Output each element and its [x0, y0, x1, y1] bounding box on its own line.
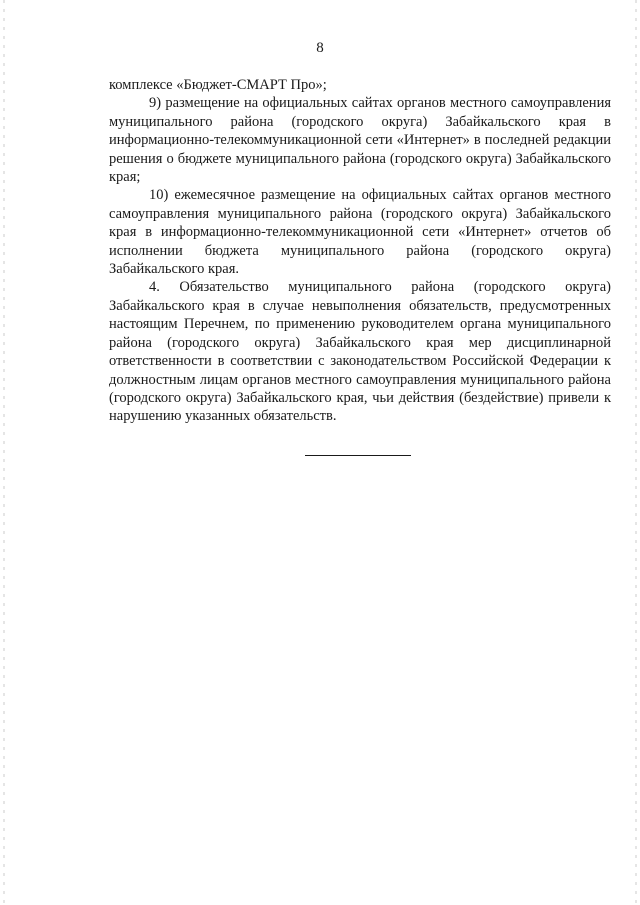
end-of-document-rule	[305, 455, 411, 456]
paragraph-section-4: 4. Обязательство муниципального района (городского округа) Забайкальского края в случае невыполнения обязательств, предусмотренных настоящим Перечнем, по применению руководителем органа муниципального района (городского округа) Забайкальского края мер дисциплинарной ответственности в соответствии с законодательством Российской Федерации к должностным лицам органов местного самоуправления муниципального района (городского округа) Забайкальского края, чьи действия (бездействие) привели к нарушению указанных обязательств.	[109, 279, 611, 425]
paragraph-continuation: комплексе «Бюджет-СМАРТ Про»;	[109, 77, 327, 93]
paragraph-item-9: 9) размещение на официальных сайтах органов местного самоуправления муниципального района (городского округа) Забайкальского края в информационно-телекоммуникационной сети «Интернет» в последней редакции решения о бюджете муниципального района (городского округа) Забайкальского края;	[109, 95, 611, 186]
page-number: 8	[316, 40, 324, 56]
scan-edge-right	[635, 0, 637, 905]
paragraph-item-10: 10) ежемесячное размещение на официальных сайтах органов местного самоуправления муниципального района (городского округа) Забайкальского края в информационно-телекоммуникационной сети «Интернет» отчетов об исполнении бюджета муниципального района (городского округа) Забайкальского края.	[109, 187, 611, 278]
body-text	[109, 76, 611, 426]
scan-edge-left	[3, 0, 5, 905]
